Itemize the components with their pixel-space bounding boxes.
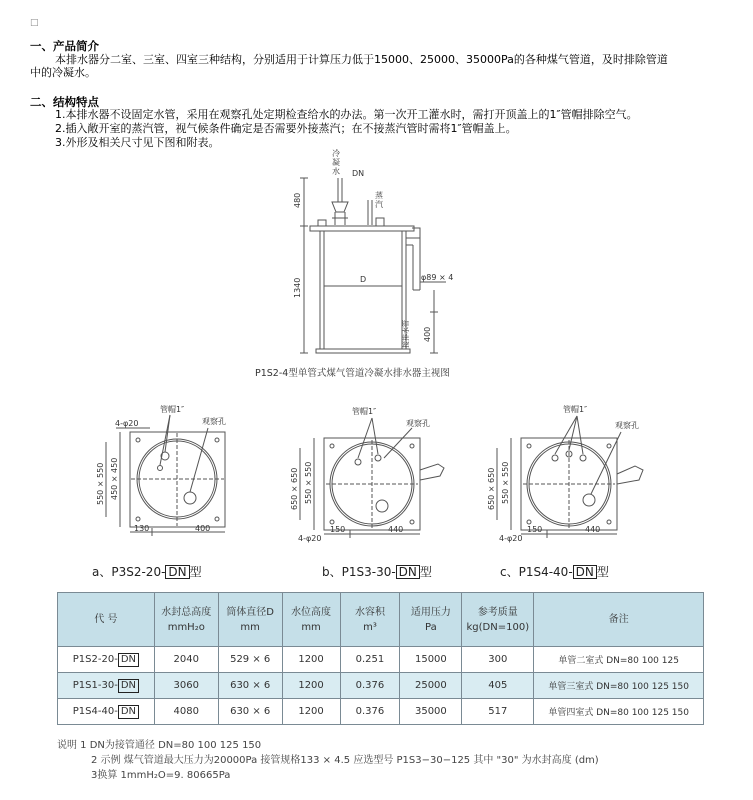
intro-text-line1: 本排水器分二室、三室、四室三种结构，分别适用于计算压力低于15000、25000、35000Pa的各种煤气管道，及时排除管道 [55,53,668,66]
label-cold-water-2: 凝 [332,158,340,167]
plan-view-b [288,400,458,545]
plan-view-a [90,400,260,540]
cell-note: 单管三室式 DN=80 100 125 150 [534,673,704,699]
plan-a-dim-b: 400 [195,524,211,533]
header-water-level: 水位高度 mm [282,593,340,647]
plan-a-cap-label: 管帽1″ [160,405,185,414]
front-view-caption: P1S2-4型单管式煤气管道冷凝水排水器主视图 [255,368,450,379]
cell-level: 1200 [282,699,340,725]
header-pressure: 适用压力 Pa [400,593,462,647]
section-heading-intro: 一、产品简介 [30,39,99,53]
plan-c-caption: c、P1S4-40- DN 型 [500,565,609,579]
cell-mass: 405 [462,673,534,699]
table-row [58,673,704,699]
label-pipe-size: φ89 × 4 [421,273,454,282]
cell-level: 1200 [282,647,340,673]
cell-mass: 517 [462,699,534,725]
list-bullet: □ [30,18,39,28]
header-volume: 水容积 m³ [340,593,400,647]
plan-c-holes-label: 4-φ20 [499,534,523,543]
cell-diameter: 630 × 6 [218,699,282,725]
plan-b-holes-label: 4-φ20 [298,534,322,543]
note-line-3: 3换算 1mmH₂O=9. 80665Pa [91,770,231,781]
plan-view-c [485,400,665,545]
plan-b-dim-b: 440 [388,525,404,534]
label-cold-water-3: 水 [332,167,340,176]
spec-table [57,592,704,725]
plan-b-dim-a: 150 [330,525,346,534]
cell-volume: 0.376 [340,673,400,699]
plan-a-holes-label: 4-φ20 [115,419,139,428]
cell-volume: 0.376 [340,699,400,725]
cell-mass: 300 [462,647,534,673]
dim-1340: 1340 [293,277,302,298]
cell-pressure: 15000 [400,647,462,673]
plan-a-dim-outer: 550 × 550 [96,462,105,505]
label-water-level: 接排水管 [402,320,410,348]
cell-height: 2040 [154,647,218,673]
table-header-row [58,593,704,647]
plan-c-observe-label: 观察孔 [615,421,639,430]
header-diameter: 筒体直径D mm [218,593,282,647]
plan-c-dim-b: 440 [585,525,601,534]
plan-c-dim-outer: 650 × 650 [487,467,496,510]
cell-code: P1S1-30- DN [58,673,155,699]
table-row [58,647,704,673]
section-heading-features: 二、结构特点 [30,95,99,109]
dim-480: 480 [293,192,302,208]
label-dn: DN [352,169,365,178]
cell-code: P1S4-40- DN [58,699,155,725]
table-notes [57,738,599,783]
cell-height: 3060 [154,673,218,699]
plan-b-dim-outer: 650 × 650 [290,467,299,510]
cell-volume: 0.251 [340,647,400,673]
plan-b-dim-inner: 550 × 550 [304,461,313,504]
header-mass: 参考质量 kg(DN=100) [462,593,534,647]
plan-c-dim-a: 150 [527,525,543,534]
label-steam-2: 汽 [375,200,383,209]
front-view-drawing [255,149,510,385]
plan-b-caption: b、P1S3-30- DN 型 [322,565,432,579]
cell-note: 单管二室式 DN=80 100 125 [534,647,704,673]
plan-b-cap-label: 管帽1″ [352,407,377,416]
dim-400: 400 [423,326,432,342]
feature-item-1: 1.本排水器不设固定水管，采用在观察孔处定期检查给水的办法。第一次开工灌水时，需打开顶盖上的1″管帽排除空气。 [55,108,638,121]
note-line-1: 说明 1 DN为接管通径 DN=80 100 125 150 [57,740,262,751]
cell-pressure: 25000 [400,673,462,699]
label-diameter: D [360,275,367,284]
plan-c-dim-inner: 550 × 550 [501,461,510,504]
cell-pressure: 35000 [400,699,462,725]
cell-diameter: 529 × 6 [218,647,282,673]
note-line-2: 2 示例 煤气管道最大压力为20000Pa 接管规格133 × 4.5 应选型号 P1S3−30−125 其中 "30" 为水封高度 (dm) [91,755,599,766]
plan-a-dim-a: 130 [134,524,150,533]
header-note: 备注 [534,593,704,647]
plan-c-cap-label: 管帽1″ [563,405,588,414]
cell-level: 1200 [282,673,340,699]
cell-height: 4080 [154,699,218,725]
plan-b-observe-label: 观察孔 [406,419,430,428]
cell-note: 单管四室式 DN=80 100 125 150 [534,699,704,725]
plan-a-dim-inner: 450 × 450 [110,457,119,500]
header-code: 代 号 [58,593,155,647]
feature-item-3: 3.外形及相关尺寸见下图和附表。 [55,136,220,149]
table-row [58,699,704,725]
intro-text-line2: 中的冷凝水。 [30,66,96,79]
feature-item-2: 2.插入敞开室的蒸汽管，视气候条件确定是否需要外接蒸汽；在不接蒸汽管时需将1″管帽盖上。 [55,122,517,135]
cell-code: P1S2-20- DN [58,647,155,673]
label-steam-1: 蒸 [375,191,383,200]
header-seal-height: 水封总高度 mmH₂o [154,593,218,647]
label-cold-water-1: 冷 [332,149,340,158]
plan-a-observe-label: 观察孔 [202,417,226,426]
plan-a-caption: a、P3S2-20- DN 型 [92,565,202,579]
cell-diameter: 630 × 6 [218,673,282,699]
